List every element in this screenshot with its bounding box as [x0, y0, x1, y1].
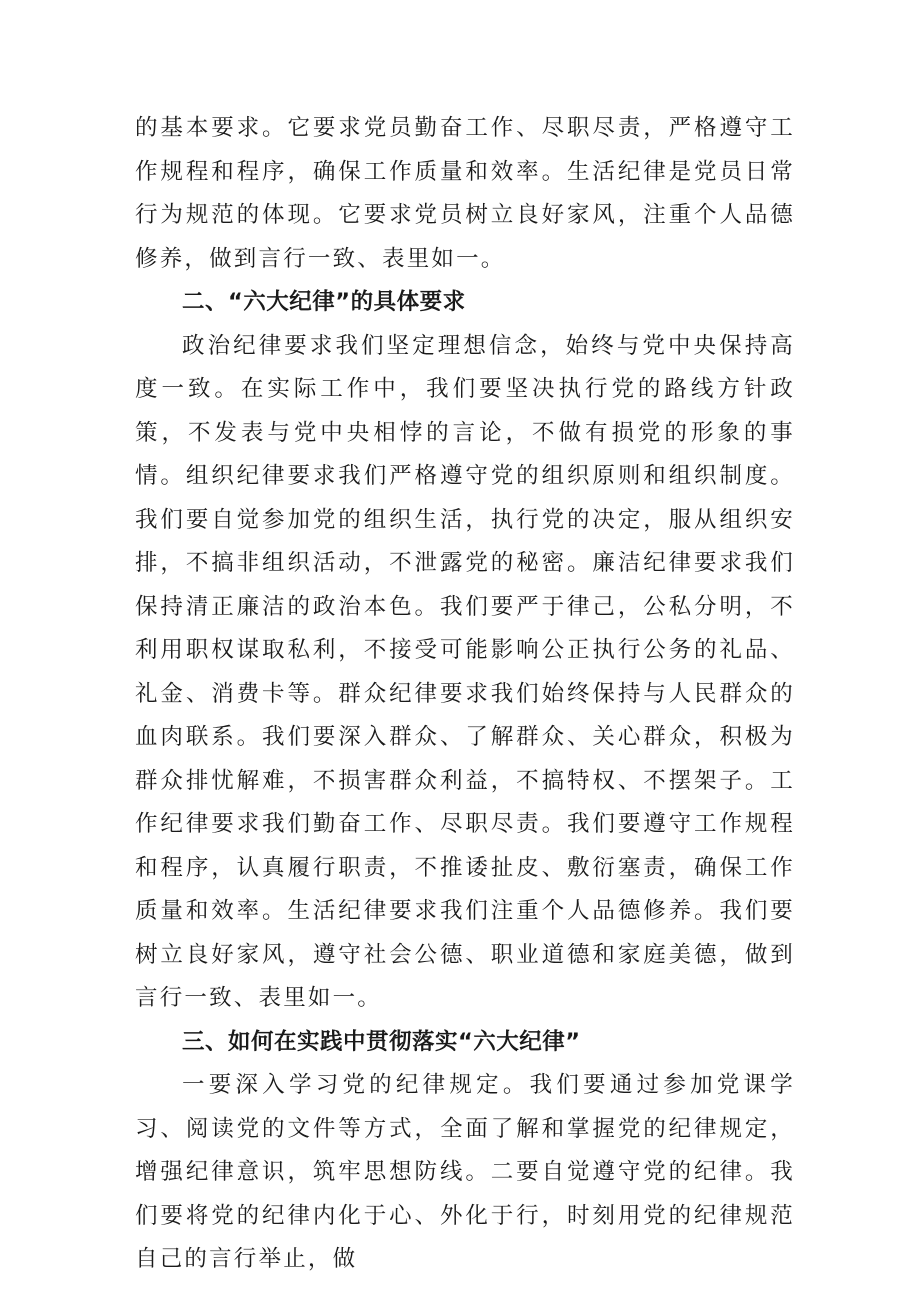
document-body [135, 107, 795, 1282]
paragraph-intro-continuation: 的基本要求。它要求党员勤奋工作、尽职尽责，严格遵守工作规程和程序，确保工作质量和效率。生活纪律是党员日常行为规范的体现。它要求党员树立良好家风，注重个人品德修养，做到言行一致、表里如一。 [135, 115, 795, 272]
paragraph-six-disciplines-requirements: 政治纪律要求我们坚定理想信念，始终与党中央保持高度一致。在实际工作中，我们要坚决执行党的路线方针政策，不发表与党中央相悖的言论，不做有损党的形象的事情。组织纪律要求我们严格遵守党的组织原则和组织制度。我们要自觉参加党的组织生活，执行党的决定，服从组织安排，不搞非组织活动，不泄露党的秘密。廉洁纪律要求我们保持清正廉洁的政治本色。我们要严于律己，公私分明，不利用职权谋取私利，不接受可能影响公正执行公务的礼品、礼金、消费卡等。群众纪律要求我们始终保持与人民群众的血肉联系。我们要深入群众、了解群众、关心群众，积极为群众排忧解难，不损害群众利益，不搞特权、不摆架子。工作纪律要求我们勤奋工作、尽职尽责。我们要遵守工作规程和程序，认真履行职责，不推诿扯皮、敷衍塞责，确保工作质量和效率。生活纪律要求我们注重个人品德修养。我们要树立良好家风，遵守社会公德、职业道德和家庭美德，做到言行一致、表里如一。 [135, 332, 795, 1011]
section-heading-three: 三、如何在实践中贯彻落实“六大纪律” [182, 1028, 581, 1055]
paragraph-implementation: 一要深入学习党的纪律规定。我们要通过参加党课学习、阅读党的文件等方式，全面了解和掌握党的纪律规定，增强纪律意识，筑牢思想防线。二要自觉遵守党的纪律。我们要将党的纪律内化于心、外化于行，时刻用党的纪律规范自己的言行举止，做 [135, 1072, 795, 1272]
section-heading-two: 二、“六大纪律”的具体要求 [182, 289, 466, 315]
